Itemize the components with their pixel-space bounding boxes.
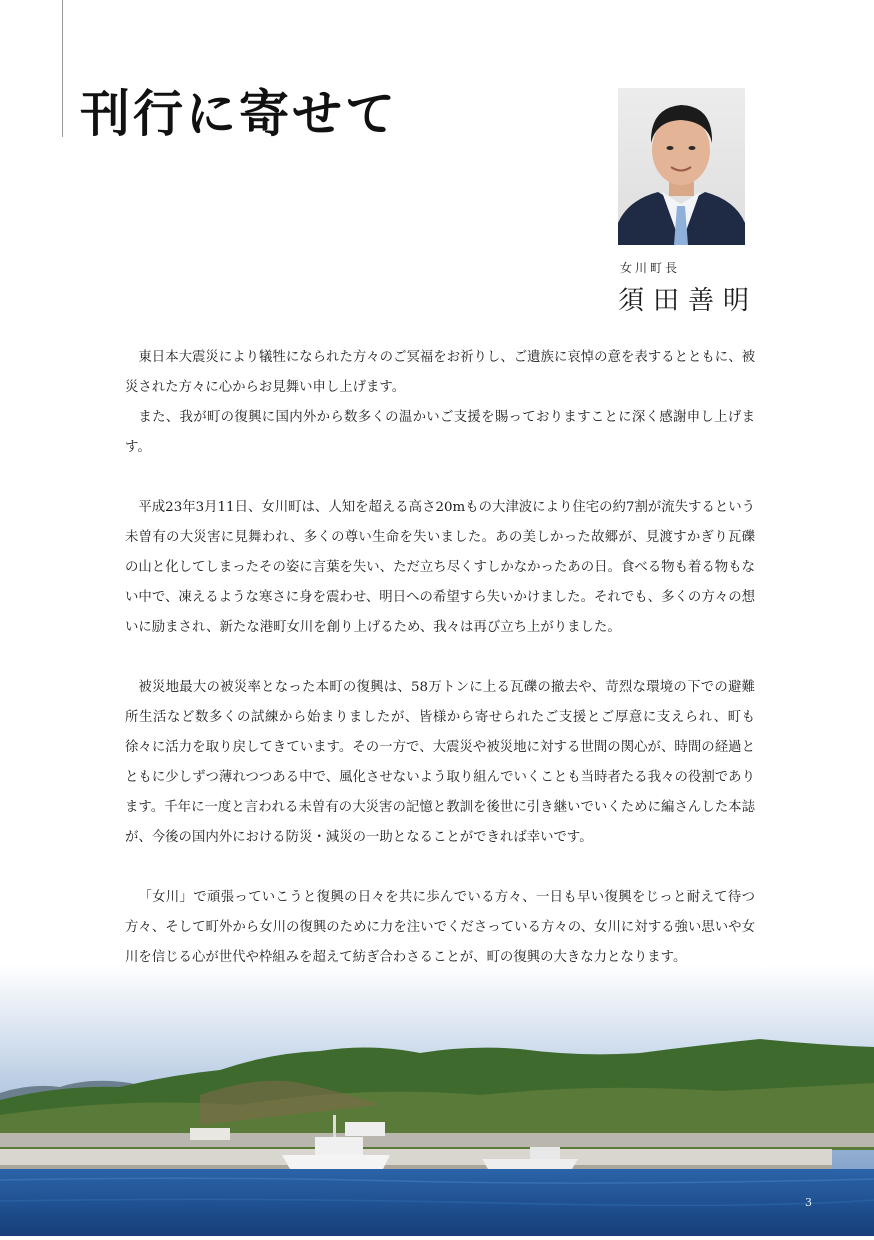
message-body <box>125 343 755 1033</box>
header-rule <box>62 0 63 137</box>
mayor-portrait <box>618 88 745 245</box>
harbor-illustration <box>0 965 874 1236</box>
paragraph: 「女川」で頑張っていこうと復興の日々を共に歩んでいる方々、一日も早い復興をじっと耐えて待つ方々、そして町外から女川の復興のために力を注いでくださっている方々の、女川に対する強い思いや女川を信じる心が世代や枠組みを超えて紡ぎ合わさることが、町の復興の大きな力となります。 <box>125 890 755 965</box>
harbor-photo <box>0 965 874 1236</box>
paragraph: 被災地最大の被災率となった本町の復興は、58万トンに上る瓦礫の撤去や、苛烈な環境の下での避難所生活など数多くの試練から始まりましたが、皆様から寄せられたご支援とご厚意に支えられ、町も徐々に活力を取り戻してきています。その一方で、大震災や被災地に対する世間の関心が、時間の経過とともに少しずつ薄れつつある中で、風化させないよう取り組んでいくことも当時者たる我々の役割であります。千年に一度と言われる未曽有の大災害の記憶と教訓を後世に引き継いでいくために編さんした本誌が、今後の国内外における防災・減災の一助となることができれば幸いです。 <box>125 680 755 845</box>
paragraph: 東日本大震災により犠牲になられた方々のご冥福をお祈りし、ご遺族に哀悼の意を表するとともに、被災された方々に心からお見舞い申し上げます。 <box>125 350 755 395</box>
author-name: 須田善明 <box>618 286 759 316</box>
paragraph: 平成23年3月11日、女川町は、人知を超える高さ20mもの大津波により住宅の約7割が流失するという未曽有の大災害に見舞われ、多くの尊い生命を失いました。あの美しかった故郷が、見渡すかぎり瓦礫の山と化してしまったその姿に言葉を失い、ただ立ち尽くすしかなかったあの日。食べる物も着る物もない中で、凍えるような寒さに身を震わせ、明日への希望すら失いかけました。それでも、多くの方々の想いに励まされ、新たな港町女川を創り上げるため、我々は再び立ち上がりました。 <box>125 500 755 635</box>
portrait-illustration <box>618 88 745 245</box>
page-title: 刊行に寄せて <box>80 84 398 143</box>
paragraph: また、我が町の復興に国内外から数多くの温かいご支援を賜っておりますことに深く感謝申し上げます。 <box>125 410 755 455</box>
page-number: 3 <box>805 1196 812 1209</box>
author-role: 女川町長 <box>620 261 681 275</box>
